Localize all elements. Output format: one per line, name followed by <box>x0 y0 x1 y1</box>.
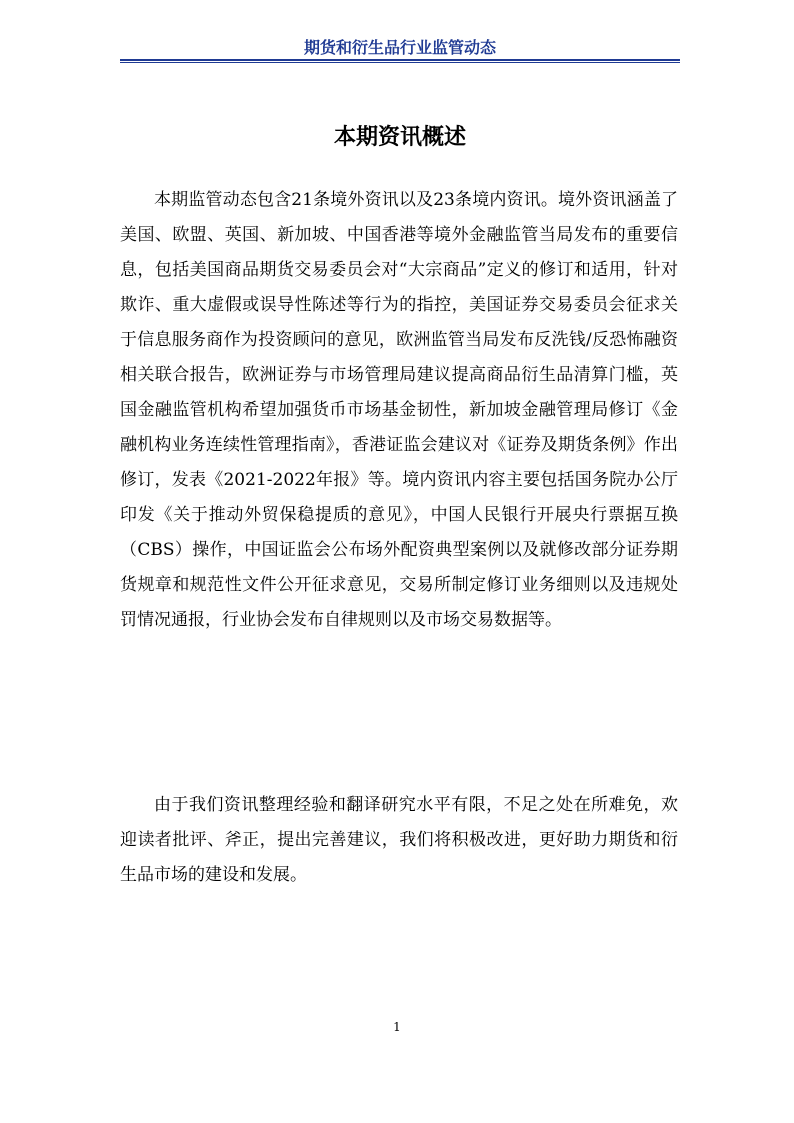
header-divider <box>120 59 680 63</box>
page-number: 1 <box>393 1020 401 1034</box>
page-title: 本期资讯概述 <box>333 125 466 150</box>
running-header-title: 期货和衍生品行业监管动态 <box>303 38 496 57</box>
summary-paragraph: 本期监管动态包含21条境外资讯以及23条境内资讯。境外资讯涵盖了美国、欧盟、英国、新加坡、中国香港等境外金融监管当局发布的重要信息，包括美国商品期货交易委员会对“大宗商品”定义的修订和适用，针对欺诈、重大虚假或误导性陈述等行为的指控，美国证券交易委员会征求关于信息服务商作为投资顾问的意见，欧洲监管当局发布反洗钱/反恐怖融资相关联合报告，欧洲证券与市场管理局建议提高商品衍生品清算门槛，英国金融监管机构希望加强货币市场基金韧性，新加坡金融管理局修订《金融机构业务连续性管理指南》，香港证监会建议对《证券及期货条例》作出修订，发表《2021-2022年报》等。境内资讯内容主要包括国务院办公厅印发《关于推动外贸保稳提质的意见》，中国人民银行开展央行票据互换（CBS）操作，中国证监会公布场外配资典型案例以及就修改部分证券期货规章和规范性文件公开征求意见，交易所制定修订业务细则以及违规处罚情况通报，行业协会发布自律规则以及市场交易数据等。 <box>120 190 678 630</box>
closing-paragraph: 由于我们资讯整理经验和翻译研究水平有限，不足之处在所难免，欢迎读者批评、斧正，提出完善建议，我们将积极改进，更好助力期货和衍生品市场的建设和发展。 <box>120 795 678 885</box>
